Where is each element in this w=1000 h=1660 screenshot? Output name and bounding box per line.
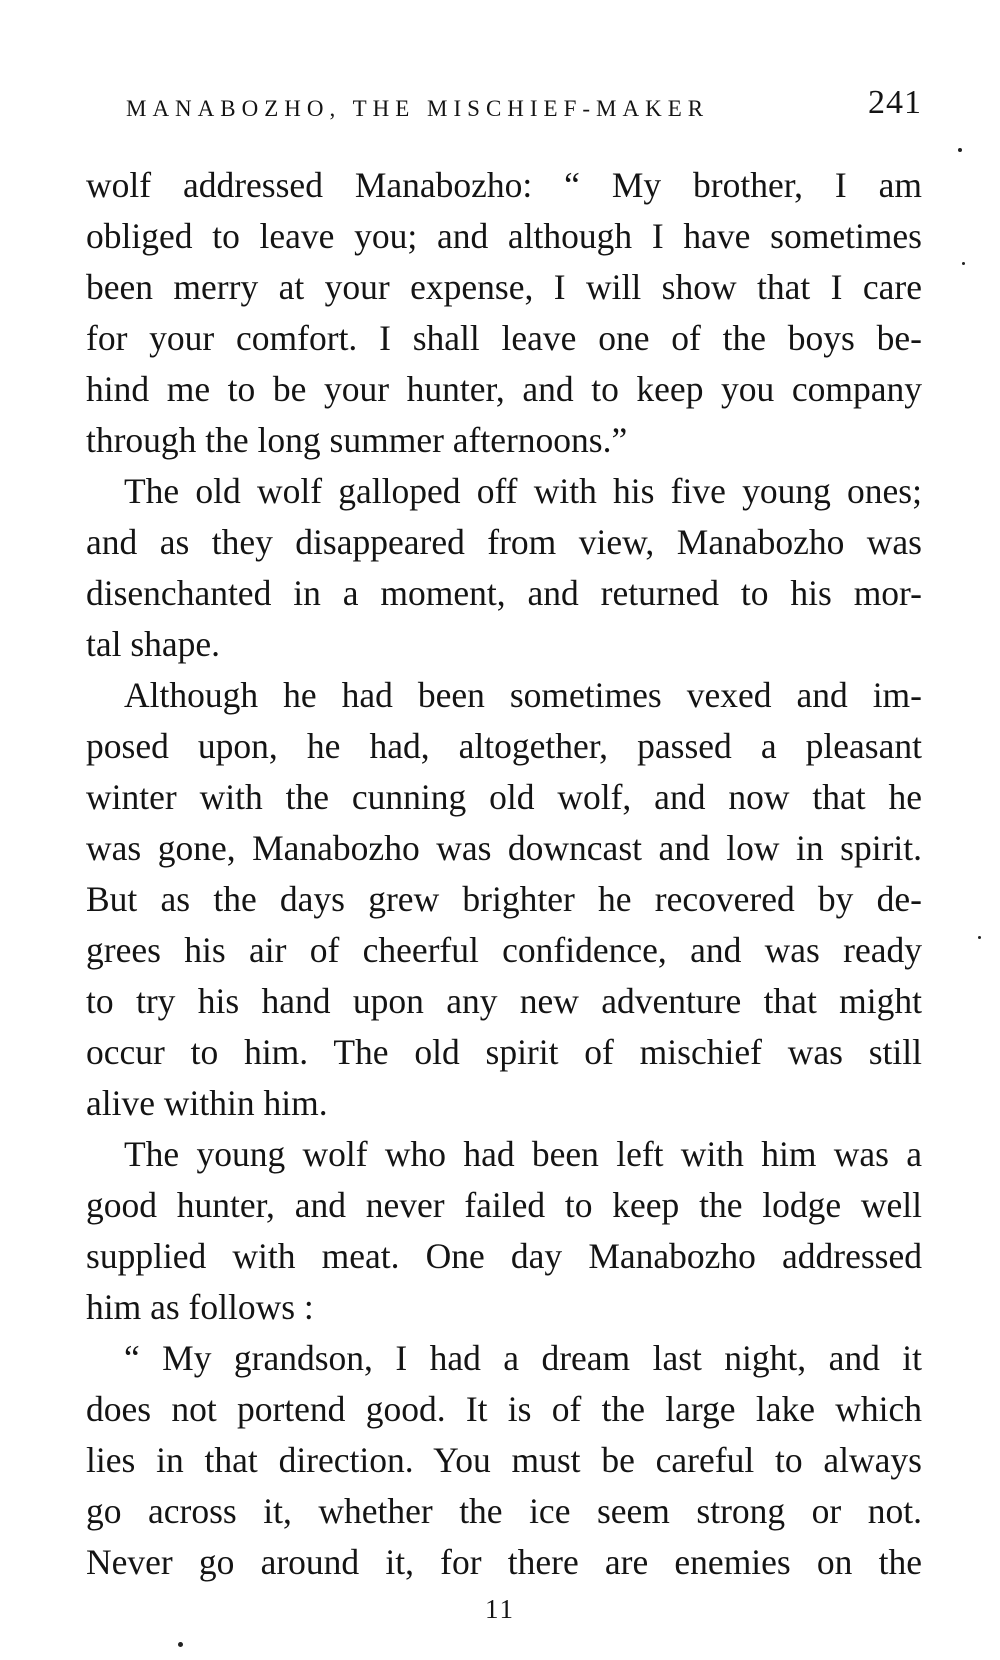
page-header — [86, 78, 922, 130]
text-line: occur to him. The old spirit of mischief was still — [86, 1032, 922, 1072]
text-line: tal shape. — [86, 624, 221, 664]
scan-speck — [958, 148, 962, 152]
text-line: Although he had been sometimes vexed and im- — [124, 675, 922, 715]
body-text — [86, 160, 922, 1588]
text-line: go across it, whether the ice seem strong or not. — [86, 1491, 922, 1531]
scan-speck — [178, 1642, 183, 1647]
text-line: The old wolf galloped off with his five young ones; — [124, 471, 922, 511]
text-line: him as follows : — [86, 1287, 314, 1327]
running-title: MANABOZHO, THE MISCHIEF-MAKER — [126, 96, 710, 121]
text-line: “ My grandson, I had a dream last night, and it — [124, 1338, 922, 1378]
paragraph — [86, 466, 922, 670]
text-line: hind me to be your hunter, and to keep you company — [86, 369, 922, 409]
text-line: Never go around it, for there are enemies on the — [86, 1542, 922, 1582]
scan-speck — [962, 262, 965, 265]
text-line: wolf addressed Manabozho: “ My brother, I am — [86, 165, 922, 205]
text-line: supplied with meat. One day Manabozho addressed — [86, 1236, 922, 1276]
text-line: winter with the cunning old wolf, and now that he — [86, 777, 922, 817]
text-line: posed upon, he had, altogether, passed a pleasant — [86, 726, 922, 766]
paragraph — [86, 160, 922, 466]
text-line: does not portend good. It is of the large lake which — [86, 1389, 922, 1429]
text-line: lies in that direction. You must be careful to always — [86, 1440, 922, 1480]
paragraph — [86, 1129, 922, 1333]
paragraph — [86, 1333, 922, 1588]
text-line: disenchanted in a moment, and returned to his mor- — [86, 573, 922, 613]
text-line: through the long summer afternoons.” — [86, 420, 628, 460]
scan-speck — [978, 936, 981, 939]
text-line: But as the days grew brighter he recovered by de- — [86, 879, 922, 919]
text-line: was gone, Manabozho was downcast and low in spirit. — [86, 828, 922, 868]
signature-mark: 11 — [485, 1594, 515, 1624]
text-line: obliged to leave you; and although I have sometimes — [86, 216, 922, 256]
paragraph — [86, 670, 922, 1129]
text-line: alive within him. — [86, 1083, 328, 1123]
page-number: 241 — [868, 84, 922, 121]
text-line: to try his hand upon any new adventure that might — [86, 981, 922, 1021]
text-line: good hunter, and never failed to keep the lodge well — [86, 1185, 922, 1225]
text-line: The young wolf who had been left with him was a — [124, 1134, 922, 1174]
text-line: for your comfort. I shall leave one of the boys be- — [86, 318, 922, 358]
text-line: grees his air of cheerful confidence, and was ready — [86, 930, 922, 970]
text-line: been merry at your expense, I will show that I care — [86, 267, 922, 307]
text-line: and as they disappeared from view, Manabozho was — [86, 522, 922, 562]
